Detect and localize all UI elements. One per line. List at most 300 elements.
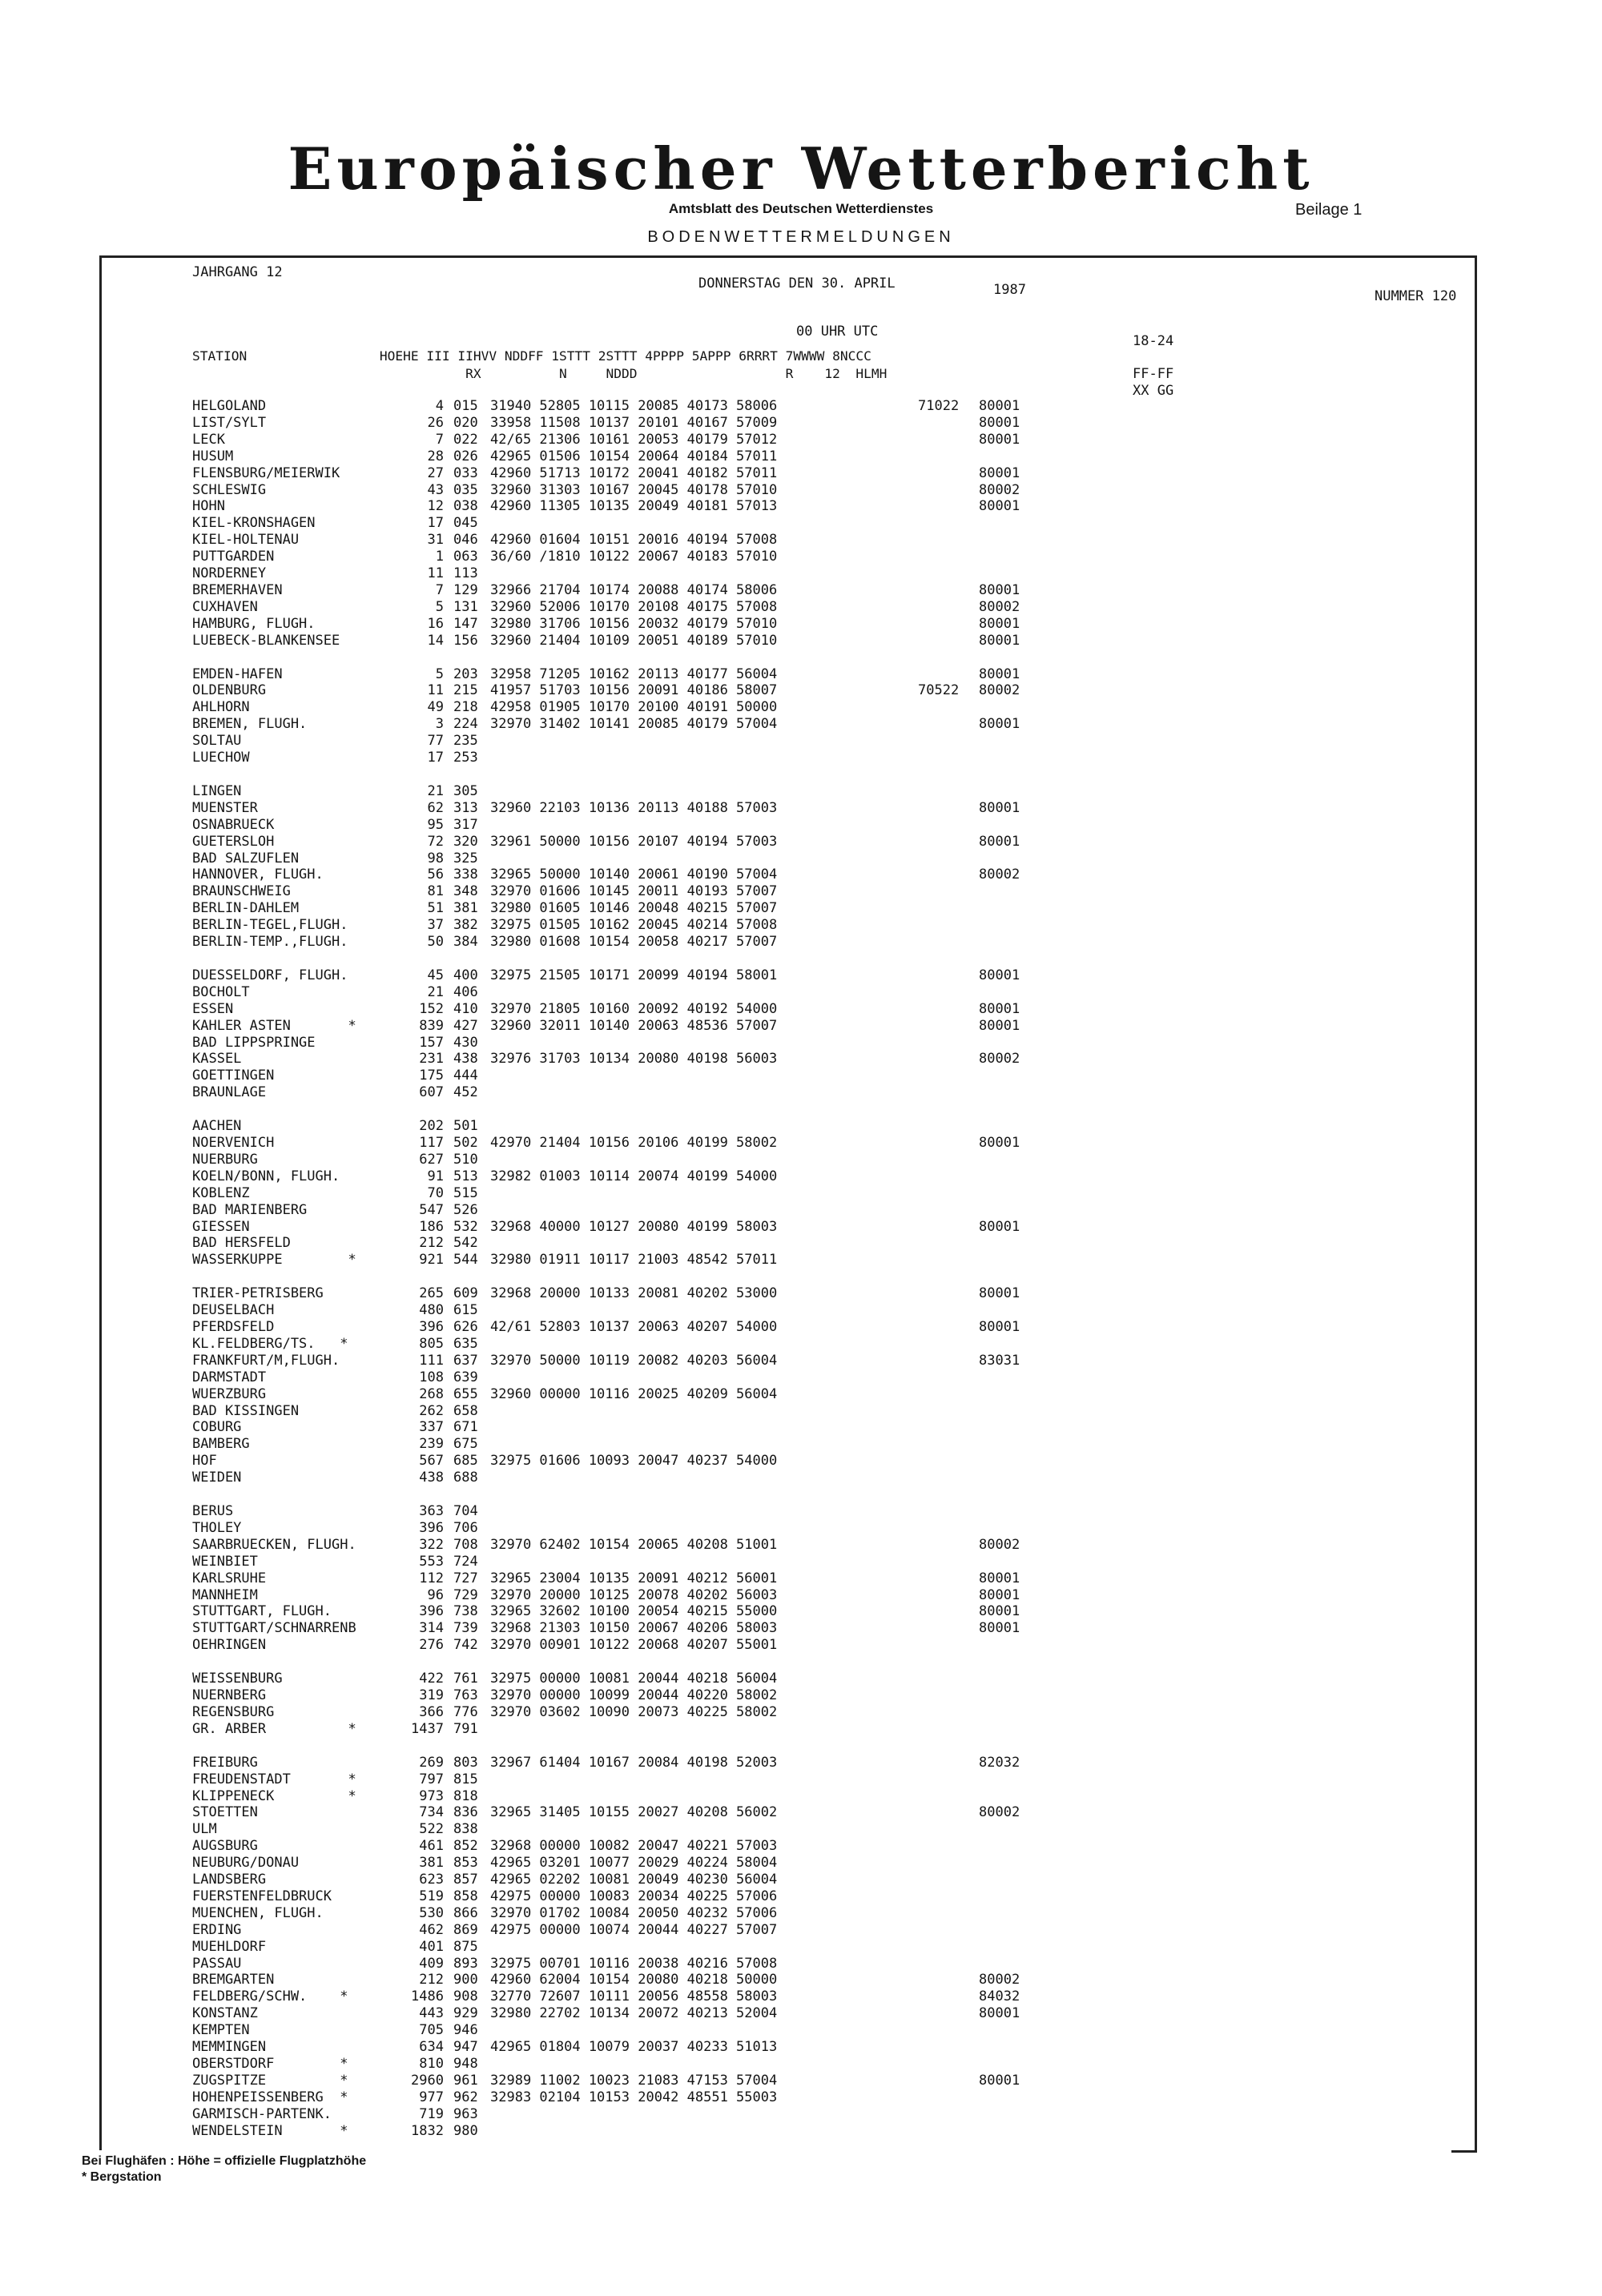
station-name: BERLIN-TEMP.,FLUGH. bbox=[192, 934, 348, 950]
station-height: 17 bbox=[427, 750, 444, 766]
report-year: 1987 bbox=[993, 282, 1026, 298]
station-name: BREMGARTEN bbox=[192, 1972, 275, 1988]
station-index: 609 bbox=[453, 1285, 478, 1302]
station-height: 381 bbox=[419, 1855, 444, 1872]
page-title: Europäischer Wetterbericht bbox=[288, 135, 1314, 203]
station-height: 443 bbox=[419, 2005, 444, 2022]
station-name: FUERSTENFELDBRUCK bbox=[192, 1888, 332, 1904]
station-groups: 42/65 21306 10161 20053 40179 57012 bbox=[490, 431, 778, 448]
station-row bbox=[0, 1587, 1602, 1604]
station-cloud-group: 80001 bbox=[979, 398, 1020, 414]
station-cloud-group: 80001 bbox=[979, 1135, 1020, 1151]
station-cloud-group: 80002 bbox=[979, 1972, 1020, 1988]
station-name: AACHEN bbox=[192, 1118, 242, 1135]
station-row bbox=[0, 783, 1602, 800]
station-index: 501 bbox=[453, 1118, 478, 1135]
station-groups: 32975 00701 10116 20038 40216 57008 bbox=[490, 1955, 778, 1972]
station-height: 1 bbox=[435, 549, 444, 565]
station-name: FREUDENSTADT * bbox=[192, 1771, 356, 1787]
station-index: 147 bbox=[453, 615, 478, 632]
station-name: MUENSTER bbox=[192, 799, 258, 816]
station-groups: 32983 02104 10153 20042 48551 55003 bbox=[490, 2089, 778, 2105]
station-cloud-group: 80001 bbox=[979, 581, 1020, 598]
extra-header-2: FF-FF bbox=[1133, 366, 1174, 382]
station-row bbox=[0, 750, 1602, 766]
station-row bbox=[0, 448, 1602, 465]
station-cloud-group: 80001 bbox=[979, 498, 1020, 515]
station-index: 671 bbox=[453, 1419, 478, 1436]
station-name: HOHENPEISSENBERG * bbox=[192, 2089, 348, 2105]
station-name: MANNHEIM bbox=[192, 1586, 258, 1603]
extra-header-1: 18-24 bbox=[1133, 333, 1174, 349]
station-height: 366 bbox=[419, 1703, 444, 1720]
station-cloud-group: 80001 bbox=[979, 414, 1020, 431]
station-index: 382 bbox=[453, 917, 478, 934]
station-height: 268 bbox=[419, 1385, 444, 1402]
station-height: 17 bbox=[427, 515, 444, 532]
station-name: FRANKFURT/M,FLUGH. bbox=[192, 1352, 340, 1369]
station-name: WEIDEN bbox=[192, 1470, 242, 1486]
station-index: 430 bbox=[453, 1034, 478, 1051]
station-index: 685 bbox=[453, 1453, 478, 1470]
station-row bbox=[0, 733, 1602, 750]
station-name: BREMEN, FLUGH. bbox=[192, 716, 308, 733]
station-groups: 32960 52006 10170 20108 40175 57008 bbox=[490, 598, 778, 615]
station-index: 317 bbox=[453, 816, 478, 833]
station-row bbox=[0, 1704, 1602, 1721]
station-row bbox=[0, 917, 1602, 934]
station-height: 11 bbox=[427, 565, 444, 581]
station-index: 400 bbox=[453, 967, 478, 983]
station-groups: 32968 40000 10127 20080 40199 58003 bbox=[490, 1218, 778, 1235]
station-height: 37 bbox=[427, 917, 444, 934]
station-name: COBURG bbox=[192, 1419, 242, 1436]
station-height: 480 bbox=[419, 1302, 444, 1319]
station-groups: 32975 01505 10162 20045 40214 57008 bbox=[490, 917, 778, 934]
station-index: 852 bbox=[453, 1838, 478, 1855]
station-row bbox=[0, 817, 1602, 834]
station-name: KOBLENZ bbox=[192, 1184, 250, 1201]
station-row bbox=[0, 1235, 1602, 1252]
station-index: 708 bbox=[453, 1536, 478, 1553]
station-height: 797 bbox=[419, 1771, 444, 1787]
station-cloud-group: 80002 bbox=[979, 682, 1020, 699]
station-name: LANDSBERG bbox=[192, 1872, 267, 1888]
station-height: 117 bbox=[419, 1135, 444, 1151]
station-height: 269 bbox=[419, 1754, 444, 1771]
station-groups: 32960 00000 10116 20025 40209 56004 bbox=[490, 1385, 778, 1402]
station-cloud-group: 80001 bbox=[979, 716, 1020, 733]
station-index: 803 bbox=[453, 1754, 478, 1771]
station-row bbox=[0, 2005, 1602, 2022]
station-height: 157 bbox=[419, 1034, 444, 1051]
station-groups: 32970 01702 10084 20050 40232 57006 bbox=[490, 1904, 778, 1921]
station-name: LINGEN bbox=[192, 782, 242, 799]
station-index: 615 bbox=[453, 1302, 478, 1319]
station-row bbox=[0, 2089, 1602, 2106]
station-row bbox=[0, 1084, 1602, 1101]
station-name: TRIER-PETRISBERG bbox=[192, 1285, 324, 1302]
station-row bbox=[0, 1956, 1602, 1972]
station-name: STOETTEN bbox=[192, 1804, 258, 1821]
station-row bbox=[0, 415, 1602, 432]
station-row bbox=[0, 582, 1602, 599]
section-heading: BODENWETTERMELDUNGEN bbox=[647, 228, 955, 246]
station-row bbox=[0, 1788, 1602, 1805]
station-name: LIST/SYLT bbox=[192, 414, 267, 431]
station-height: 553 bbox=[419, 1553, 444, 1570]
station-row bbox=[0, 549, 1602, 565]
station-groups: 32965 31405 10155 20027 40208 56002 bbox=[490, 1804, 778, 1821]
station-index: 729 bbox=[453, 1586, 478, 1603]
station-groups: 32980 01608 10154 20058 40217 57007 bbox=[490, 934, 778, 950]
station-groups: 42975 00000 10083 20034 40225 57006 bbox=[490, 1888, 778, 1904]
station-name: GR. ARBER * bbox=[192, 1720, 356, 1737]
station-index: 655 bbox=[453, 1385, 478, 1402]
station-name: LECK bbox=[192, 431, 225, 448]
station-height: 28 bbox=[427, 448, 444, 464]
station-cloud-group: 80001 bbox=[979, 1000, 1020, 1017]
station-height: 262 bbox=[419, 1402, 444, 1419]
station-row bbox=[0, 1353, 1602, 1369]
station-cloud-group: 82032 bbox=[979, 1754, 1020, 1771]
station-index: 515 bbox=[453, 1184, 478, 1201]
station-row bbox=[0, 1972, 1602, 1988]
station-row bbox=[0, 2106, 1602, 2123]
station-height: 1486 bbox=[411, 1988, 444, 2005]
station-index: 815 bbox=[453, 1771, 478, 1787]
station-height: 705 bbox=[419, 2022, 444, 2039]
station-name: KIEL-HOLTENAU bbox=[192, 532, 300, 549]
station-height: 62 bbox=[427, 799, 444, 816]
station-index: 203 bbox=[453, 665, 478, 682]
station-height: 77 bbox=[427, 733, 444, 750]
station-height: 719 bbox=[419, 2105, 444, 2122]
station-height: 977 bbox=[419, 2089, 444, 2105]
station-index: 980 bbox=[453, 2122, 478, 2139]
station-groups: 32965 50000 10140 20061 40190 57004 bbox=[490, 867, 778, 883]
station-index: 869 bbox=[453, 1921, 478, 1938]
station-row bbox=[0, 1369, 1602, 1386]
station-height: 81 bbox=[427, 883, 444, 900]
station-index: 513 bbox=[453, 1168, 478, 1184]
station-index: 131 bbox=[453, 598, 478, 615]
station-name: PUTTGARDEN bbox=[192, 549, 275, 565]
station-height: 363 bbox=[419, 1503, 444, 1519]
station-row bbox=[0, 465, 1602, 482]
station-index: 838 bbox=[453, 1821, 478, 1838]
station-name: MUEHLDORF bbox=[192, 1938, 267, 1955]
station-name: STUTTGART/SCHNARRENB bbox=[192, 1620, 356, 1637]
station-height: 111 bbox=[419, 1352, 444, 1369]
station-row bbox=[0, 1168, 1602, 1185]
station-height: 239 bbox=[419, 1436, 444, 1453]
station-row bbox=[0, 1888, 1602, 1905]
station-name: AHLHORN bbox=[192, 699, 250, 716]
station-index: 438 bbox=[453, 1051, 478, 1068]
station-index: 129 bbox=[453, 581, 478, 598]
station-cloud-group: 80001 bbox=[979, 799, 1020, 816]
station-row bbox=[0, 1202, 1602, 1219]
station-index: 022 bbox=[453, 431, 478, 448]
station-name: CUXHAVEN bbox=[192, 598, 258, 615]
station-row bbox=[0, 1453, 1602, 1470]
station-cloud-group: 80001 bbox=[979, 2005, 1020, 2022]
station-row bbox=[0, 984, 1602, 1001]
station-groups: 41957 51703 10156 20091 40186 58007 bbox=[490, 682, 778, 699]
station-name: NOERVENICH bbox=[192, 1135, 275, 1151]
station-name: MEMMINGEN bbox=[192, 2039, 267, 2055]
station-groups: 32970 50000 10119 20082 40203 56004 bbox=[490, 1352, 778, 1369]
station-height: 31 bbox=[427, 532, 444, 549]
station-row bbox=[0, 1001, 1602, 1018]
station-groups: 32970 00000 10099 20044 40220 58002 bbox=[490, 1687, 778, 1703]
station-name: SCHLESWIG bbox=[192, 481, 267, 498]
station-height: 810 bbox=[419, 2055, 444, 2072]
station-name: BOCHOLT bbox=[192, 983, 250, 1000]
station-index: 962 bbox=[453, 2089, 478, 2105]
volume-label: JAHRGANG 12 bbox=[192, 264, 283, 280]
station-name: DARMSTADT bbox=[192, 1369, 267, 1385]
station-row bbox=[0, 1671, 1602, 1687]
station-height: 530 bbox=[419, 1904, 444, 1921]
station-row bbox=[0, 515, 1602, 532]
station-index: 035 bbox=[453, 481, 478, 498]
station-row bbox=[0, 682, 1602, 699]
station-height: 567 bbox=[419, 1453, 444, 1470]
station-name: GIESSEN bbox=[192, 1218, 250, 1235]
station-groups: 42975 00000 10074 20044 40227 57007 bbox=[490, 1921, 778, 1938]
station-index: 502 bbox=[453, 1135, 478, 1151]
station-name: HANNOVER, FLUGH. bbox=[192, 867, 324, 883]
station-height: 21 bbox=[427, 782, 444, 799]
station-row bbox=[0, 1135, 1602, 1152]
station-height: 409 bbox=[419, 1955, 444, 1972]
observation-time: 00 UHR UTC bbox=[796, 324, 879, 340]
station-row bbox=[0, 482, 1602, 499]
station-height: 51 bbox=[427, 900, 444, 917]
station-height: 112 bbox=[419, 1570, 444, 1586]
station-name: KAHLER ASTEN * bbox=[192, 1017, 356, 1034]
station-cloud-group: 80002 bbox=[979, 1804, 1020, 1821]
station-row bbox=[0, 1436, 1602, 1453]
station-groups: 32970 03602 10090 20073 40225 58002 bbox=[490, 1703, 778, 1720]
station-groups: 42960 62004 10154 20080 40218 50000 bbox=[490, 1972, 778, 1988]
station-index: 038 bbox=[453, 498, 478, 515]
station-row bbox=[0, 1118, 1602, 1135]
station-name: NUERBURG bbox=[192, 1151, 258, 1168]
station-height: 401 bbox=[419, 1938, 444, 1955]
station-height: 21 bbox=[427, 983, 444, 1000]
station-row bbox=[0, 1755, 1602, 1771]
station-height: 96 bbox=[427, 1586, 444, 1603]
station-index: 215 bbox=[453, 682, 478, 699]
station-height: 45 bbox=[427, 967, 444, 983]
station-row bbox=[0, 2073, 1602, 2089]
station-index: 776 bbox=[453, 1703, 478, 1720]
station-index: 544 bbox=[453, 1252, 478, 1269]
station-row bbox=[0, 1336, 1602, 1353]
station-index: 857 bbox=[453, 1872, 478, 1888]
station-groups: 42965 01804 10079 20037 40233 51013 bbox=[490, 2039, 778, 2055]
station-row bbox=[0, 1838, 1602, 1855]
supplement-label: Beilage 1 bbox=[1295, 201, 1363, 219]
station-height: 186 bbox=[419, 1218, 444, 1235]
station-row bbox=[0, 900, 1602, 917]
station-groups: 32982 01003 10114 20074 40199 54000 bbox=[490, 1168, 778, 1184]
station-groups: 32980 01605 10146 20048 40215 57007 bbox=[490, 900, 778, 917]
station-index: 727 bbox=[453, 1570, 478, 1586]
station-row bbox=[0, 716, 1602, 733]
station-cloud-group: 80001 bbox=[979, 1218, 1020, 1235]
station-row bbox=[0, 1051, 1602, 1068]
station-groups: 42965 02202 10081 20049 40230 56004 bbox=[490, 1872, 778, 1888]
station-index: 325 bbox=[453, 850, 478, 867]
station-index: 510 bbox=[453, 1151, 478, 1168]
station-row bbox=[0, 633, 1602, 649]
station-name: BAD LIPPSPRINGE bbox=[192, 1034, 316, 1051]
station-name: KIEL-KRONSHAGEN bbox=[192, 515, 316, 532]
station-height: 734 bbox=[419, 1804, 444, 1821]
station-row bbox=[0, 1771, 1602, 1788]
station-height: 522 bbox=[419, 1821, 444, 1838]
station-name: NUERNBERG bbox=[192, 1687, 267, 1703]
station-cloud-group: 80002 bbox=[979, 1051, 1020, 1068]
station-height: 547 bbox=[419, 1201, 444, 1218]
station-row bbox=[0, 1319, 1602, 1336]
station-name: BERLIN-DAHLEM bbox=[192, 900, 300, 917]
station-name: HOF bbox=[192, 1453, 217, 1470]
station-weather-group: 71022 bbox=[918, 398, 960, 414]
station-name: HELGOLAND bbox=[192, 398, 267, 414]
station-name: SAARBRUECKEN, FLUGH. bbox=[192, 1536, 356, 1553]
station-height: 396 bbox=[419, 1519, 444, 1536]
station-groups: 42/61 52803 10137 20063 40207 54000 bbox=[490, 1319, 778, 1335]
station-index: 235 bbox=[453, 733, 478, 750]
station-height: 337 bbox=[419, 1419, 444, 1436]
station-row bbox=[0, 1922, 1602, 1939]
station-name: KLIPPENECK * bbox=[192, 1787, 356, 1804]
station-index: 929 bbox=[453, 2005, 478, 2022]
station-height: 70 bbox=[427, 1184, 444, 1201]
station-index: 706 bbox=[453, 1519, 478, 1536]
station-name: KOELN/BONN, FLUGH. bbox=[192, 1168, 340, 1184]
station-index: 688 bbox=[453, 1470, 478, 1486]
station-groups: 32975 01606 10093 20047 40237 54000 bbox=[490, 1453, 778, 1470]
station-cloud-group: 80002 bbox=[979, 598, 1020, 615]
station-index: 427 bbox=[453, 1017, 478, 1034]
station-name: ULM bbox=[192, 1821, 217, 1838]
station-groups: 32967 61404 10167 20084 40198 52003 bbox=[490, 1754, 778, 1771]
station-groups: 32968 21303 10150 20067 40206 58003 bbox=[490, 1620, 778, 1637]
station-groups: 32989 11002 10023 21083 47153 57004 bbox=[490, 2072, 778, 2089]
station-height: 7 bbox=[435, 581, 444, 598]
station-name: AUGSBURG bbox=[192, 1838, 258, 1855]
station-groups: 31940 52805 10115 20085 40173 58006 bbox=[490, 398, 778, 414]
station-index: 658 bbox=[453, 1402, 478, 1419]
station-index: 637 bbox=[453, 1352, 478, 1369]
station-name: THOLEY bbox=[192, 1519, 242, 1536]
station-index: 946 bbox=[453, 2022, 478, 2039]
station-name: NEUBURG/DONAU bbox=[192, 1855, 300, 1872]
station-index: 156 bbox=[453, 632, 478, 649]
station-row bbox=[0, 1872, 1602, 1888]
station-groups: 32960 22103 10136 20113 40188 57003 bbox=[490, 799, 778, 816]
station-groups: 32980 22702 10134 20072 40213 52004 bbox=[490, 2005, 778, 2022]
station-groups: 33958 11508 10137 20101 40167 57009 bbox=[490, 414, 778, 431]
station-row bbox=[0, 616, 1602, 633]
station-index: 015 bbox=[453, 398, 478, 414]
station-index: 908 bbox=[453, 1988, 478, 2005]
station-row bbox=[0, 666, 1602, 683]
station-row bbox=[0, 1821, 1602, 1838]
station-index: 724 bbox=[453, 1553, 478, 1570]
station-name: WEISSENBURG bbox=[192, 1671, 283, 1687]
station-groups: 42965 01506 10154 20064 40184 57011 bbox=[490, 448, 778, 464]
station-height: 5 bbox=[435, 665, 444, 682]
station-height: 16 bbox=[427, 615, 444, 632]
station-row bbox=[0, 2039, 1602, 2056]
station-index: 224 bbox=[453, 716, 478, 733]
station-cloud-group: 80001 bbox=[979, 615, 1020, 632]
station-height: 12 bbox=[427, 498, 444, 515]
station-row bbox=[0, 1520, 1602, 1537]
station-row bbox=[0, 1152, 1602, 1168]
station-height: 212 bbox=[419, 1235, 444, 1252]
column-header-line2: RX N NDDD R 12 HLMH bbox=[192, 366, 888, 381]
station-height: 152 bbox=[419, 1000, 444, 1017]
station-height: 634 bbox=[419, 2039, 444, 2055]
station-name: NORDERNEY bbox=[192, 565, 267, 581]
station-name: HOHN bbox=[192, 498, 225, 515]
station-index: 384 bbox=[453, 934, 478, 950]
station-index: 348 bbox=[453, 883, 478, 900]
station-height: 108 bbox=[419, 1369, 444, 1385]
station-cloud-group: 80001 bbox=[979, 1603, 1020, 1620]
station-cloud-group: 80001 bbox=[979, 1570, 1020, 1586]
footnote-airports: Bei Flughäfen : Höhe = offizielle Flugplatzhöhe bbox=[82, 2154, 367, 2168]
station-row bbox=[0, 1939, 1602, 1956]
station-height: 627 bbox=[419, 1151, 444, 1168]
station-height: 265 bbox=[419, 1285, 444, 1302]
station-index: 626 bbox=[453, 1319, 478, 1335]
station-name: OLDENBURG bbox=[192, 682, 267, 699]
station-row bbox=[0, 1855, 1602, 1872]
footnote-mountain: * Bergstation bbox=[82, 2170, 162, 2184]
station-index: 635 bbox=[453, 1335, 478, 1352]
publisher-line: Amtsblatt des Deutschen Wetterdienstes bbox=[668, 201, 934, 216]
station-index: 020 bbox=[453, 414, 478, 431]
station-index: 704 bbox=[453, 1503, 478, 1519]
station-index: 046 bbox=[453, 532, 478, 549]
station-height: 319 bbox=[419, 1687, 444, 1703]
station-groups: 32970 31402 10141 20085 40179 57004 bbox=[490, 716, 778, 733]
station-name: HUSUM bbox=[192, 448, 234, 464]
station-height: 322 bbox=[419, 1536, 444, 1553]
station-name: LUEBECK-BLANKENSEE bbox=[192, 632, 340, 649]
station-name: ZUGSPITZE * bbox=[192, 2072, 348, 2089]
station-row bbox=[0, 1219, 1602, 1236]
station-name: PFERDSFELD bbox=[192, 1319, 275, 1335]
station-index: 639 bbox=[453, 1369, 478, 1385]
station-row bbox=[0, 1721, 1602, 1738]
station-cloud-group: 80001 bbox=[979, 1586, 1020, 1603]
station-groups: 42960 11305 10135 20049 40181 57013 bbox=[490, 498, 778, 515]
station-index: 858 bbox=[453, 1888, 478, 1904]
station-groups: 42960 51713 10172 20041 40182 57011 bbox=[490, 464, 778, 481]
station-index: 338 bbox=[453, 867, 478, 883]
station-row bbox=[0, 1570, 1602, 1587]
